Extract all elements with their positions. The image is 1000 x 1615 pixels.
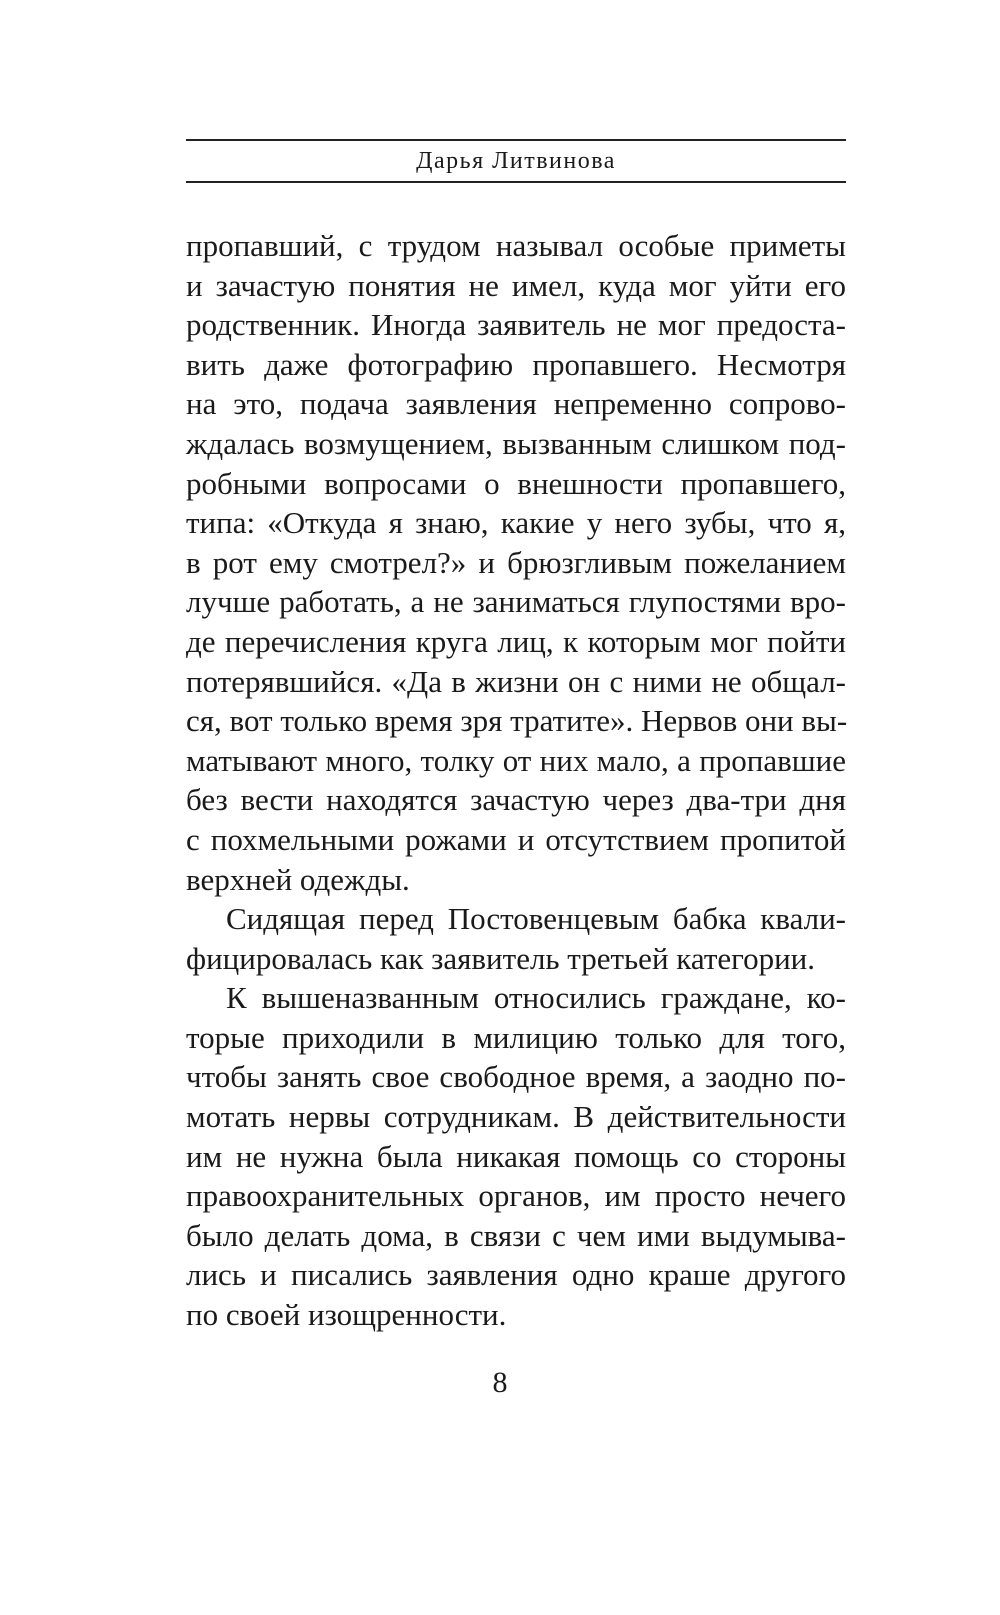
header-author: Дарья Литвинова: [416, 148, 616, 174]
text-line: по своей изощренности.: [186, 1297, 507, 1333]
text-line: правоохранительных органов, им просто нечего: [186, 1178, 846, 1214]
text-line: и зачастую понятия не имел, куда мог уйти его: [186, 267, 846, 303]
body-text: [186, 226, 846, 1335]
text-line: ждалась возмущением, вызванным слишком под-: [186, 425, 846, 461]
text-line: лись и писались заявления одно краше другого: [186, 1257, 846, 1293]
text-line: верхней одежды.: [186, 861, 410, 897]
text-line: Сидящая перед Постовенцевым бабка квали-: [226, 901, 846, 937]
text-line: родственник. Иногда заявитель не мог предоста-: [186, 307, 846, 343]
text-line: без вести находятся зачастую через два-три дня: [186, 782, 846, 818]
text-line: потерявшийся. «Да в жизни он с ними не общал-: [186, 663, 846, 699]
paragraph: [186, 226, 846, 899]
text-line: торые приходили в милицию только для того,: [186, 1019, 846, 1055]
paragraph: [186, 978, 846, 1334]
text-line: вить даже фотографию пропавшего. Несмотря: [186, 346, 846, 382]
text-line: с похмельными рожами и отсутствием пропитой: [186, 821, 846, 857]
text-line: им не нужна была никакая помощь со стороны: [186, 1138, 846, 1174]
text-line: К вышеназванным относились граждане, ко-: [226, 980, 846, 1016]
text-line: ся, вот только время зря тратите». Нервов они вы-: [186, 703, 848, 739]
text-line: фицировалась как заявитель третьей категории.: [186, 940, 816, 976]
text-line: мотать нервы сотрудникам. В действительности: [186, 1099, 846, 1135]
text-line: на это, подача заявления непременно сопрово-: [186, 386, 846, 422]
running-header: [186, 139, 846, 183]
text-line: было делать дома, в связи с чем ими выдумыва-: [186, 1217, 846, 1253]
paragraph: [186, 899, 846, 978]
text-line: чтобы занять свое свободное время, а заодно по-: [186, 1059, 846, 1095]
text-line: матывают много, толку от них мало, а пропавшие: [186, 742, 846, 778]
text-line: де перечисления круга лиц, к которым мог пойти: [186, 623, 846, 659]
text-line: пропавший, с трудом называл особые приметы: [186, 228, 846, 263]
text-line: робными вопросами о внешности пропавшего,: [186, 465, 846, 501]
text-line: типа: «Откуда я знаю, какие у него зубы, что я,: [186, 505, 846, 541]
page-number: 8: [492, 1366, 508, 1399]
text-line: в рот ему смотрел?» и брюзгливым пожеланием: [186, 544, 846, 580]
text-line: лучше работать, а не заниматься глупостями вро-: [186, 584, 846, 620]
